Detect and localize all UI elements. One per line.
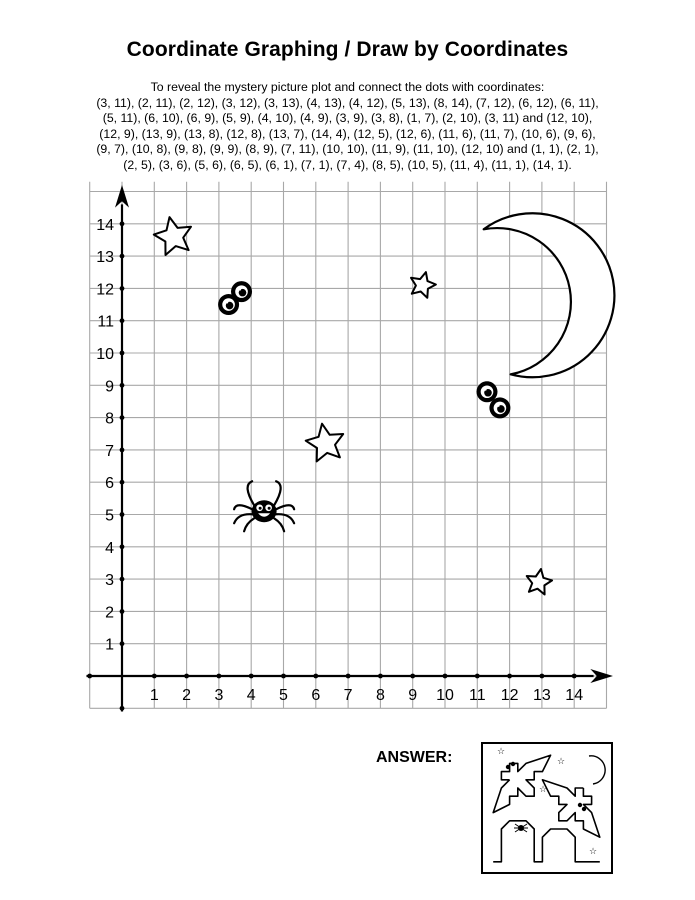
x-tick-label: 6: [311, 687, 321, 704]
x-tick-dot: [184, 674, 189, 679]
y-tick-dot: [120, 480, 125, 485]
y-tick-label: 10: [96, 346, 114, 363]
y-tick-label: 8: [105, 410, 114, 428]
coordinate-line: (9, 7), (10, 8), (9, 8), (9, 9), (8, 9), (7, 11), (10, 10), (11, 9), (11, 10), (12, 10) and (1, 1), (2, 1),: [96, 142, 599, 156]
spider-leg: [276, 505, 294, 509]
eye-icon: [578, 803, 582, 807]
x-tick-label: 9: [408, 687, 418, 704]
x-tick-label: 14: [565, 687, 584, 704]
eye-icon: [511, 762, 515, 766]
y-tick-dot: [120, 544, 125, 549]
y-tick-dot: [120, 221, 125, 226]
x-tick-dot: [281, 674, 286, 679]
x-tick-dot: [507, 674, 512, 679]
x-tick-label: 10: [436, 687, 454, 704]
page-title: Coordinate Graphing / Draw by Coordinates: [126, 38, 569, 61]
answer-thumbnail: [481, 742, 613, 874]
x-tick-dot: [410, 674, 415, 679]
x-tick-dot: [475, 674, 480, 679]
coordinate-line: (12, 9), (13, 9), (13, 8), (12, 8), (13, 7), (14, 4), (12, 5), (12, 6), (11, 6), (11, 7), (10, 6), (9, 6),: [99, 126, 596, 141]
y-tick-dot: [120, 641, 125, 646]
eye-icon: [582, 807, 586, 811]
x-tick-dot: [249, 674, 254, 679]
y-tick-label: 6: [105, 475, 114, 493]
y-tick-label: 4: [105, 539, 114, 557]
spider-leg: [274, 481, 281, 505]
x-tick-dot: [443, 674, 448, 679]
y-tick-dot: [120, 254, 125, 259]
x-tick-label: 4: [246, 687, 256, 704]
x-tick-dot: [313, 674, 318, 679]
spider-icon: [252, 500, 277, 522]
y-tick-label: 2: [105, 604, 114, 622]
eye-glint: [497, 405, 499, 407]
y-tick-label: 11: [97, 313, 114, 331]
y-tick-dot: [120, 577, 125, 582]
y-tick-label: 13: [96, 249, 114, 267]
star-icon: [306, 424, 344, 462]
instructions-lead: To reveal the mystery picture plot and connect the dots with coordinates:: [150, 80, 545, 94]
x-tick-label: 8: [375, 687, 385, 704]
coordinate-line: (2, 5), (3, 6), (5, 6), (6, 5), (6, 1), (7, 1), (7, 4), (8, 5), (10, 5), (11, 4), (11, 1), (14, 1).: [123, 157, 572, 172]
spider-leg: [274, 518, 284, 531]
y-tick-label: 9: [105, 378, 114, 396]
x-tick-label: 11: [468, 687, 486, 704]
spider-pupil: [268, 507, 271, 510]
eye-icon: [506, 765, 510, 769]
y-tick-dot: [120, 318, 125, 323]
x-tick-label: 13: [533, 687, 551, 704]
eye-glint: [226, 301, 228, 303]
y-tick-label: 3: [105, 572, 114, 590]
coordinate-line: (3, 11), (2, 11), (2, 12), (3, 12), (3, 13), (4, 13), (4, 12), (5, 13), (8, 14), (7, 12), (6, 12), (6, 11),: [96, 95, 599, 110]
y-tick-dot: [120, 383, 125, 388]
y-tick-label: 7: [105, 442, 114, 460]
x-tick-label: 12: [500, 687, 519, 704]
star-icon: [527, 569, 552, 595]
star-icon: ☆: [496, 747, 506, 757]
x-tick-label: 1: [149, 687, 159, 704]
y-tick-label: 14: [96, 216, 114, 234]
answer-label: ANSWER:: [376, 749, 453, 766]
y-tick-label: 1: [105, 636, 114, 654]
eye-glint: [484, 388, 486, 390]
y-tick-dot: [120, 448, 125, 453]
spider-pupil: [259, 507, 262, 510]
x-tick-dot: [346, 674, 351, 679]
star-icon: ☆: [556, 757, 566, 767]
axis-end-dot: [87, 674, 92, 679]
x-tick-label: 2: [182, 687, 192, 704]
spider-leg: [234, 505, 252, 509]
x-tick-label: 7: [343, 687, 353, 704]
x-tick-label: 5: [279, 687, 288, 704]
x-tick-dot: [217, 674, 222, 679]
x-tick-label: 3: [214, 687, 224, 704]
axis-end-dot: [120, 706, 125, 711]
star-icon: ☆: [588, 847, 598, 857]
y-tick-dot: [120, 415, 125, 420]
coordinate-line: (5, 11), (6, 10), (6, 9), (5, 9), (4, 10), (4, 9), (3, 9), (3, 8), (1, 7), (2, 10), (3, 11) and (12, 10),: [102, 111, 593, 125]
eye-glint: [239, 288, 241, 290]
star-icon: [154, 217, 191, 255]
star-icon: [411, 272, 436, 298]
x-tick-dot: [572, 674, 577, 679]
y-tick-dot: [120, 286, 125, 291]
spider-leg: [244, 518, 254, 531]
star-icon: ☆: [538, 785, 548, 795]
x-tick-dot: [152, 674, 157, 679]
y-tick-dot: [120, 609, 125, 614]
y-tick-dot: [120, 351, 125, 356]
y-tick-label: 12: [96, 281, 114, 299]
x-tick-dot: [378, 674, 383, 679]
x-tick-dot: [540, 674, 545, 679]
y-tick-dot: [120, 512, 125, 517]
y-tick-label: 5: [105, 507, 114, 525]
